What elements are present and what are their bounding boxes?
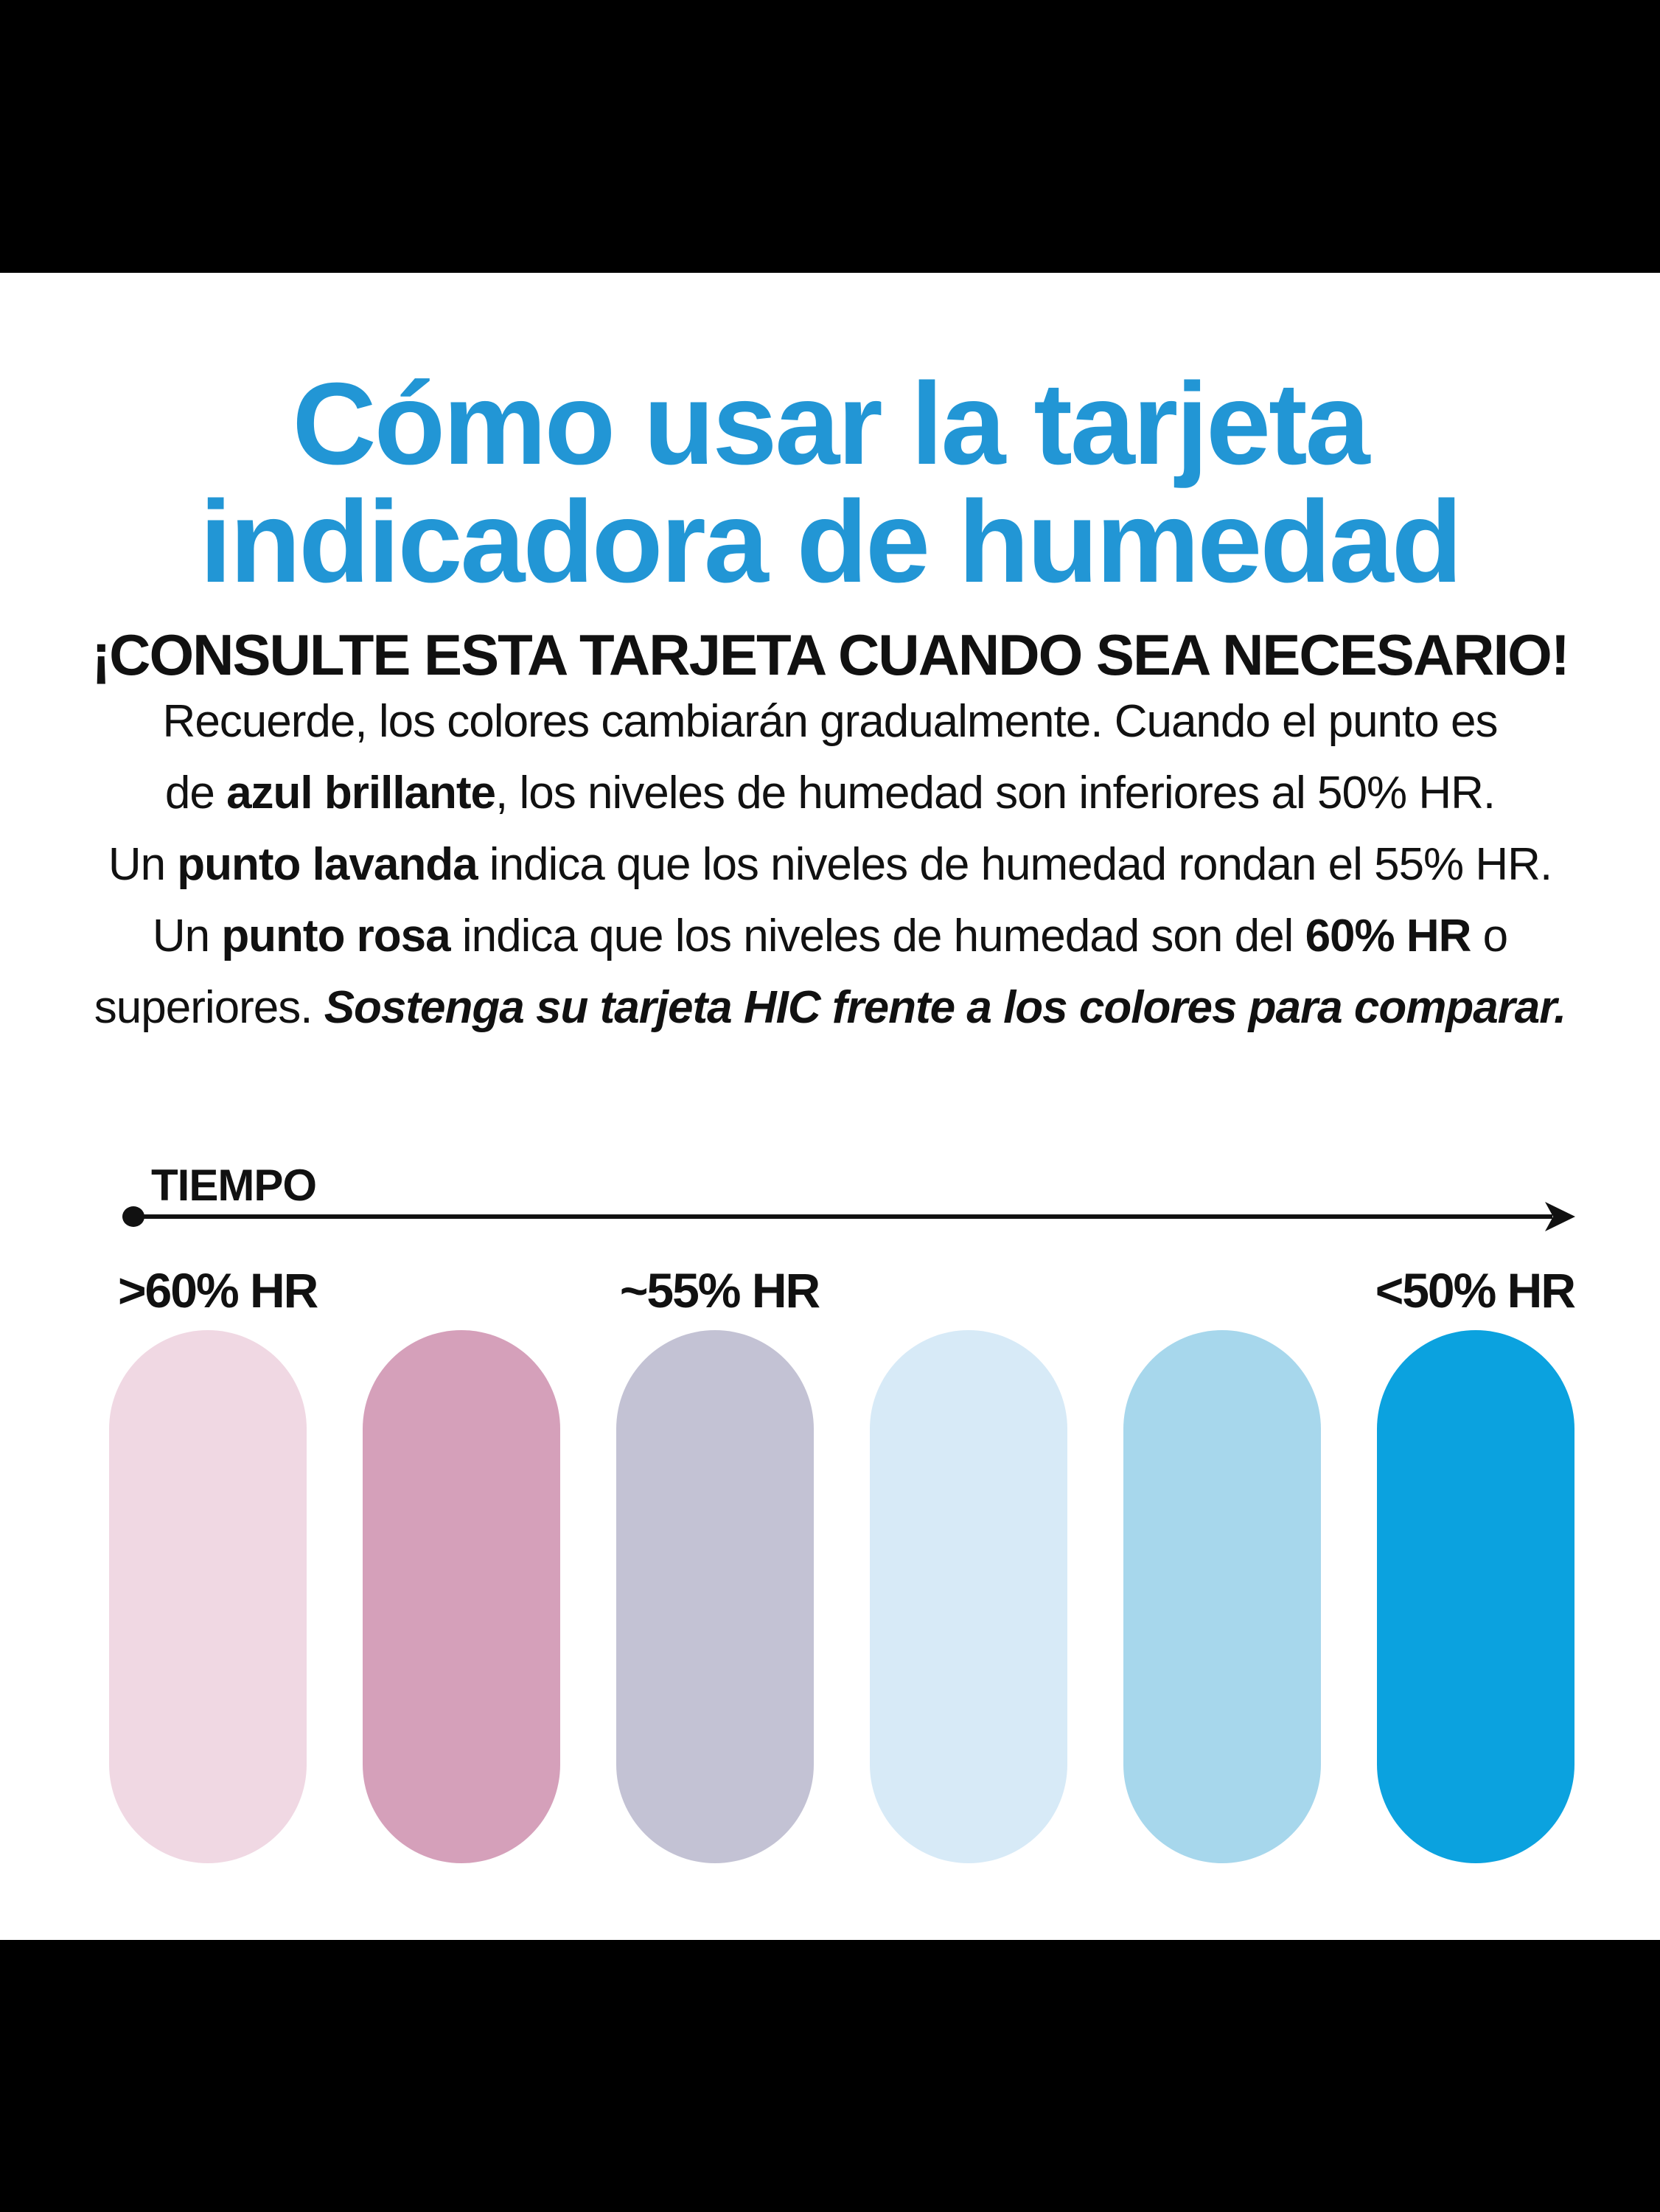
bold-phrase-punto-lavanda: punto lavanda [177,839,478,890]
instructions-paragraph [0,686,1660,1043]
letterbox-top [0,0,1660,273]
instructions-line: Recuerde, los colores cambiarán gradualmente. Cuando el punto es [162,696,1498,747]
color-swatch-blue-pale [870,1330,1067,1863]
color-swatch-blue-bright [1377,1330,1574,1863]
instructions-line: de azul brillante, los niveles de humedad son inferiores al 50% HR. [164,768,1496,818]
page-title [0,359,1660,607]
instructions-line: superiores. Sostenga su tarjeta HIC frente a los colores para comparar. [94,982,1566,1033]
instructions-line: Un punto rosa indica que los niveles de humedad son del 60% HR o [152,911,1508,961]
hr-label-below-50: <50% HR [1375,1263,1574,1318]
instructions-line: Un punto lavanda indica que los niveles de humedad rondan el 55% HR. [108,839,1552,890]
bold-phrase-60-hr: 60% HR [1305,911,1471,961]
bold-phrase-punto-rosa: punto rosa [221,911,450,961]
page-title-line2: indicadora de humedad [199,477,1461,607]
time-axis-arrow [0,1194,1660,1239]
italic-phrase-sostenga: Sostenga su tarjeta HIC frente a los colores para comparar. [324,982,1566,1033]
bold-phrase-azul-brillante: azul brillante [226,768,496,818]
color-swatch-pink [363,1330,560,1863]
hr-label-above-60: >60% HR [118,1263,318,1318]
page-title-line1: Cómo usar la tarjeta [292,359,1368,489]
subheading: ¡CONSULTE ESTA TARJETA CUANDO SEA NECESARIO! [91,622,1569,687]
color-swatch-lavender [616,1330,814,1863]
time-axis-label: TIEMPO [151,1161,317,1210]
color-swatch-pink-light [109,1330,307,1863]
letterbox-bottom [0,1940,1660,2212]
hr-label-around-55: ~55% HR [619,1263,820,1318]
color-swatch-blue-light [1123,1330,1321,1863]
